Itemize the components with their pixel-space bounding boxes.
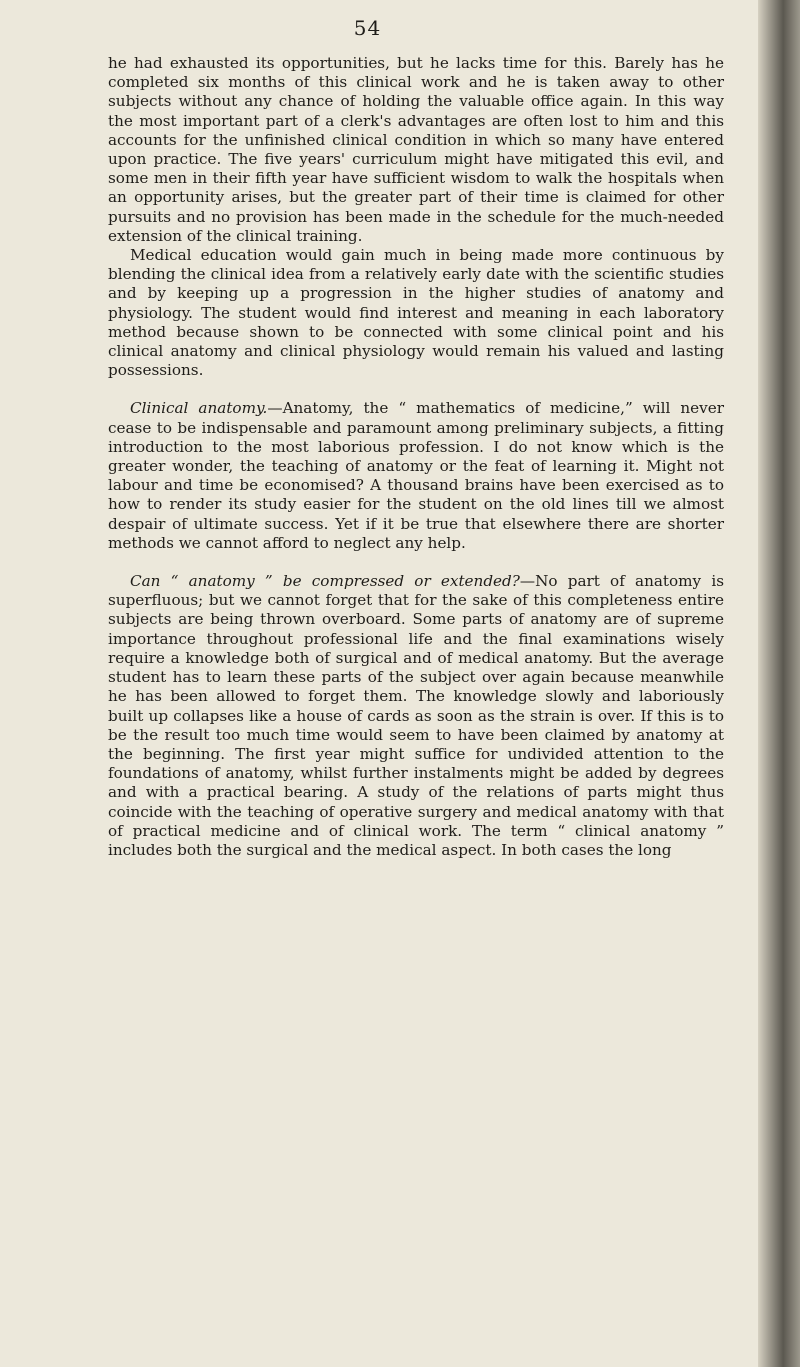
page-binding-edge [758, 0, 800, 1367]
paragraph-compressed-or-extended [108, 572, 724, 860]
page-number: 54 [353, 16, 382, 40]
paragraph-medical-education: Medical education would gain much in being made more continuous by blending the clinical idea from a relatively early date with the scientific studies and by keeping up a progression in the higher studies of anatomy and physiology. The student would find interest and meaning in each laboratory method because shown to be connected with some clinical point and his clinical anatomy and clinical physiology would remain his valued and lasting possessions. [108, 246, 724, 380]
paragraph-continuation: he had exhausted its opportunities, but he lacks time for this. Barely has he completed six months of this clinical work and he is taken away to other subjects without any chance of holding the valuable office again. In this way the most important part of a clerk's advantages are often lost to him and this accounts for the unfinished clinical condition in which so many have entered upon practice. The five years' curriculum might have mitigated this evil, and some men in their fifth year have sufficient wisdom to walk the hospitals when an opportunity arises, but the greater part of their time is claimed for other pursuits and no provision has been made in the schedule for the much-needed extension of the clinical training. [108, 54, 724, 245]
paragraph-clinical-anatomy [108, 399, 724, 553]
section-text-compressed-or-extended: —No part of anatomy is superfluous; but we cannot forget that for the sake of this completeness entire subjects are being thrown overboard. Some parts of anatomy are of supreme importance throughout professional life and the final examinations wisely require a knowledge both of surgical and of medical anatomy. But the average student has to learn these parts of the subject over again because meanwhile he has been allowed to forget them. The knowledge slowly and laboriously built up collapses like a house of cards as soon as the strain is over. If this is to be the result too much time would seem to have been claimed by anatomy at the beginning. The first year might suffice for undivided attention to the foundations of anatomy, whilst further instalments might be added by degrees and with a practical bearing. A study of the relations of parts might thus coincide with the teaching of operative surgery and medical anatomy with that of practical medicine and of clinical work. The term “ clinical anatomy ” includes both the surgical and the medical aspect. In both cases the long [108, 572, 724, 859]
body-text [108, 54, 724, 860]
section-heading-clinical-anatomy: Clinical anatomy. [130, 399, 268, 418]
section-heading-compressed-or-extended: Can “ anatomy ” be compressed or extended? [130, 572, 520, 591]
section-text-clinical-anatomy: —Anatomy, the “ mathematics of medicine,” will never cease to be indispensable and paramount among preliminary subjects, a fitting introduction to the most laborious profession. I do not know which is the greater wonder, the teaching of anatomy or the feat of learning it. Might not labour and time be economised? A thousand brains have been exercised as to how to render its study easier for the student on the old lines till we almost despair of ultimate success. Yet if it be true that elsewhere there are shorter methods we cannot afford to neglect any help. [108, 399, 724, 552]
